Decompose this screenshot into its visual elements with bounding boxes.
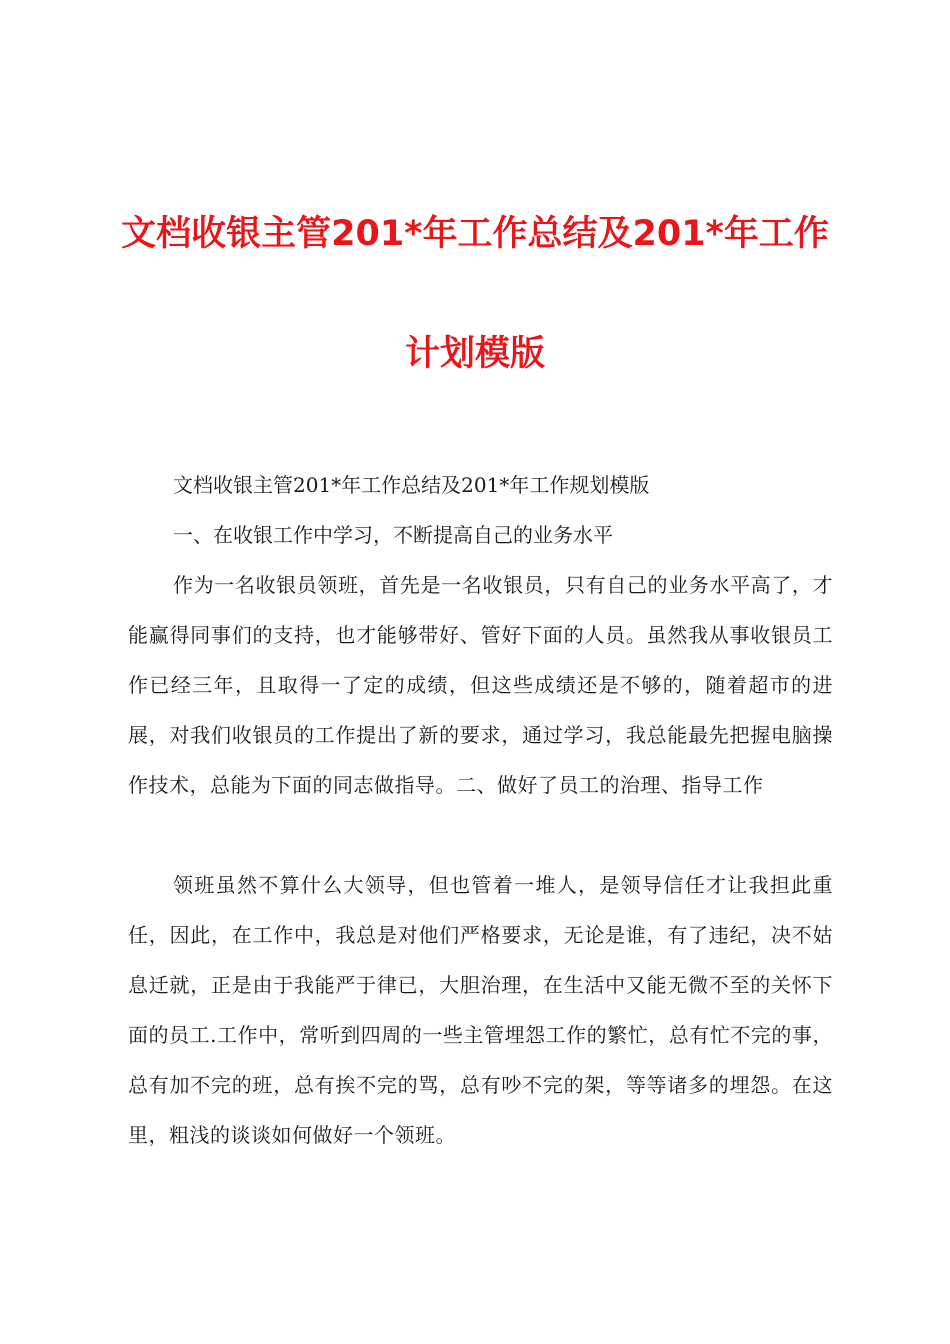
paragraph-subtitle: 文档收银主管201*年工作总结及201*年工作规划模版 <box>173 473 650 497</box>
paragraph-body-1: 作为一名收银员领班，首先是一名收银员，只有自己的业务水平高了，才能赢得同事们的支持，也才能够带好、管好下面的人员。虽然我从事收银员工作已经三年，且取得一了定的成绩，但这些成绩还是不够的，随着超市的进展，对我们收银员的工作提出了新的要求，通过学习，我总能最先把握电脑操作技术，总能为下面的同志做指导。二、做好了员工的治理、指导工作 <box>128 573 833 797</box>
document-title-line-2: 计划模版 <box>404 334 545 374</box>
document-title-line-1: 文档收银主管201*年工作总结及201*年工作 <box>121 214 829 254</box>
paragraph-body-2: 领班虽然不算什么大领导，但也管着一堆人，是领导信任才让我担此重任，因此，在工作中，我总是对他们严格要求，无论是谁，有了违纪，决不姑息迁就，正是由于我能严于律已，大胆治理，在生活中又能无微不至的关怀下面的员工.工作中，常听到四周的一些主管埋怨工作的繁忙，总有忙不完的事，总有加不完的班，总有挨不完的骂，总有吵不完的架，等等诸多的埋怨。在这里，粗浅的谈谈如何做好一个领班。 <box>128 873 833 1147</box>
paragraph-section-heading: 一、在收银工作中学习，不断提高自己的业务水平 <box>173 523 613 547</box>
